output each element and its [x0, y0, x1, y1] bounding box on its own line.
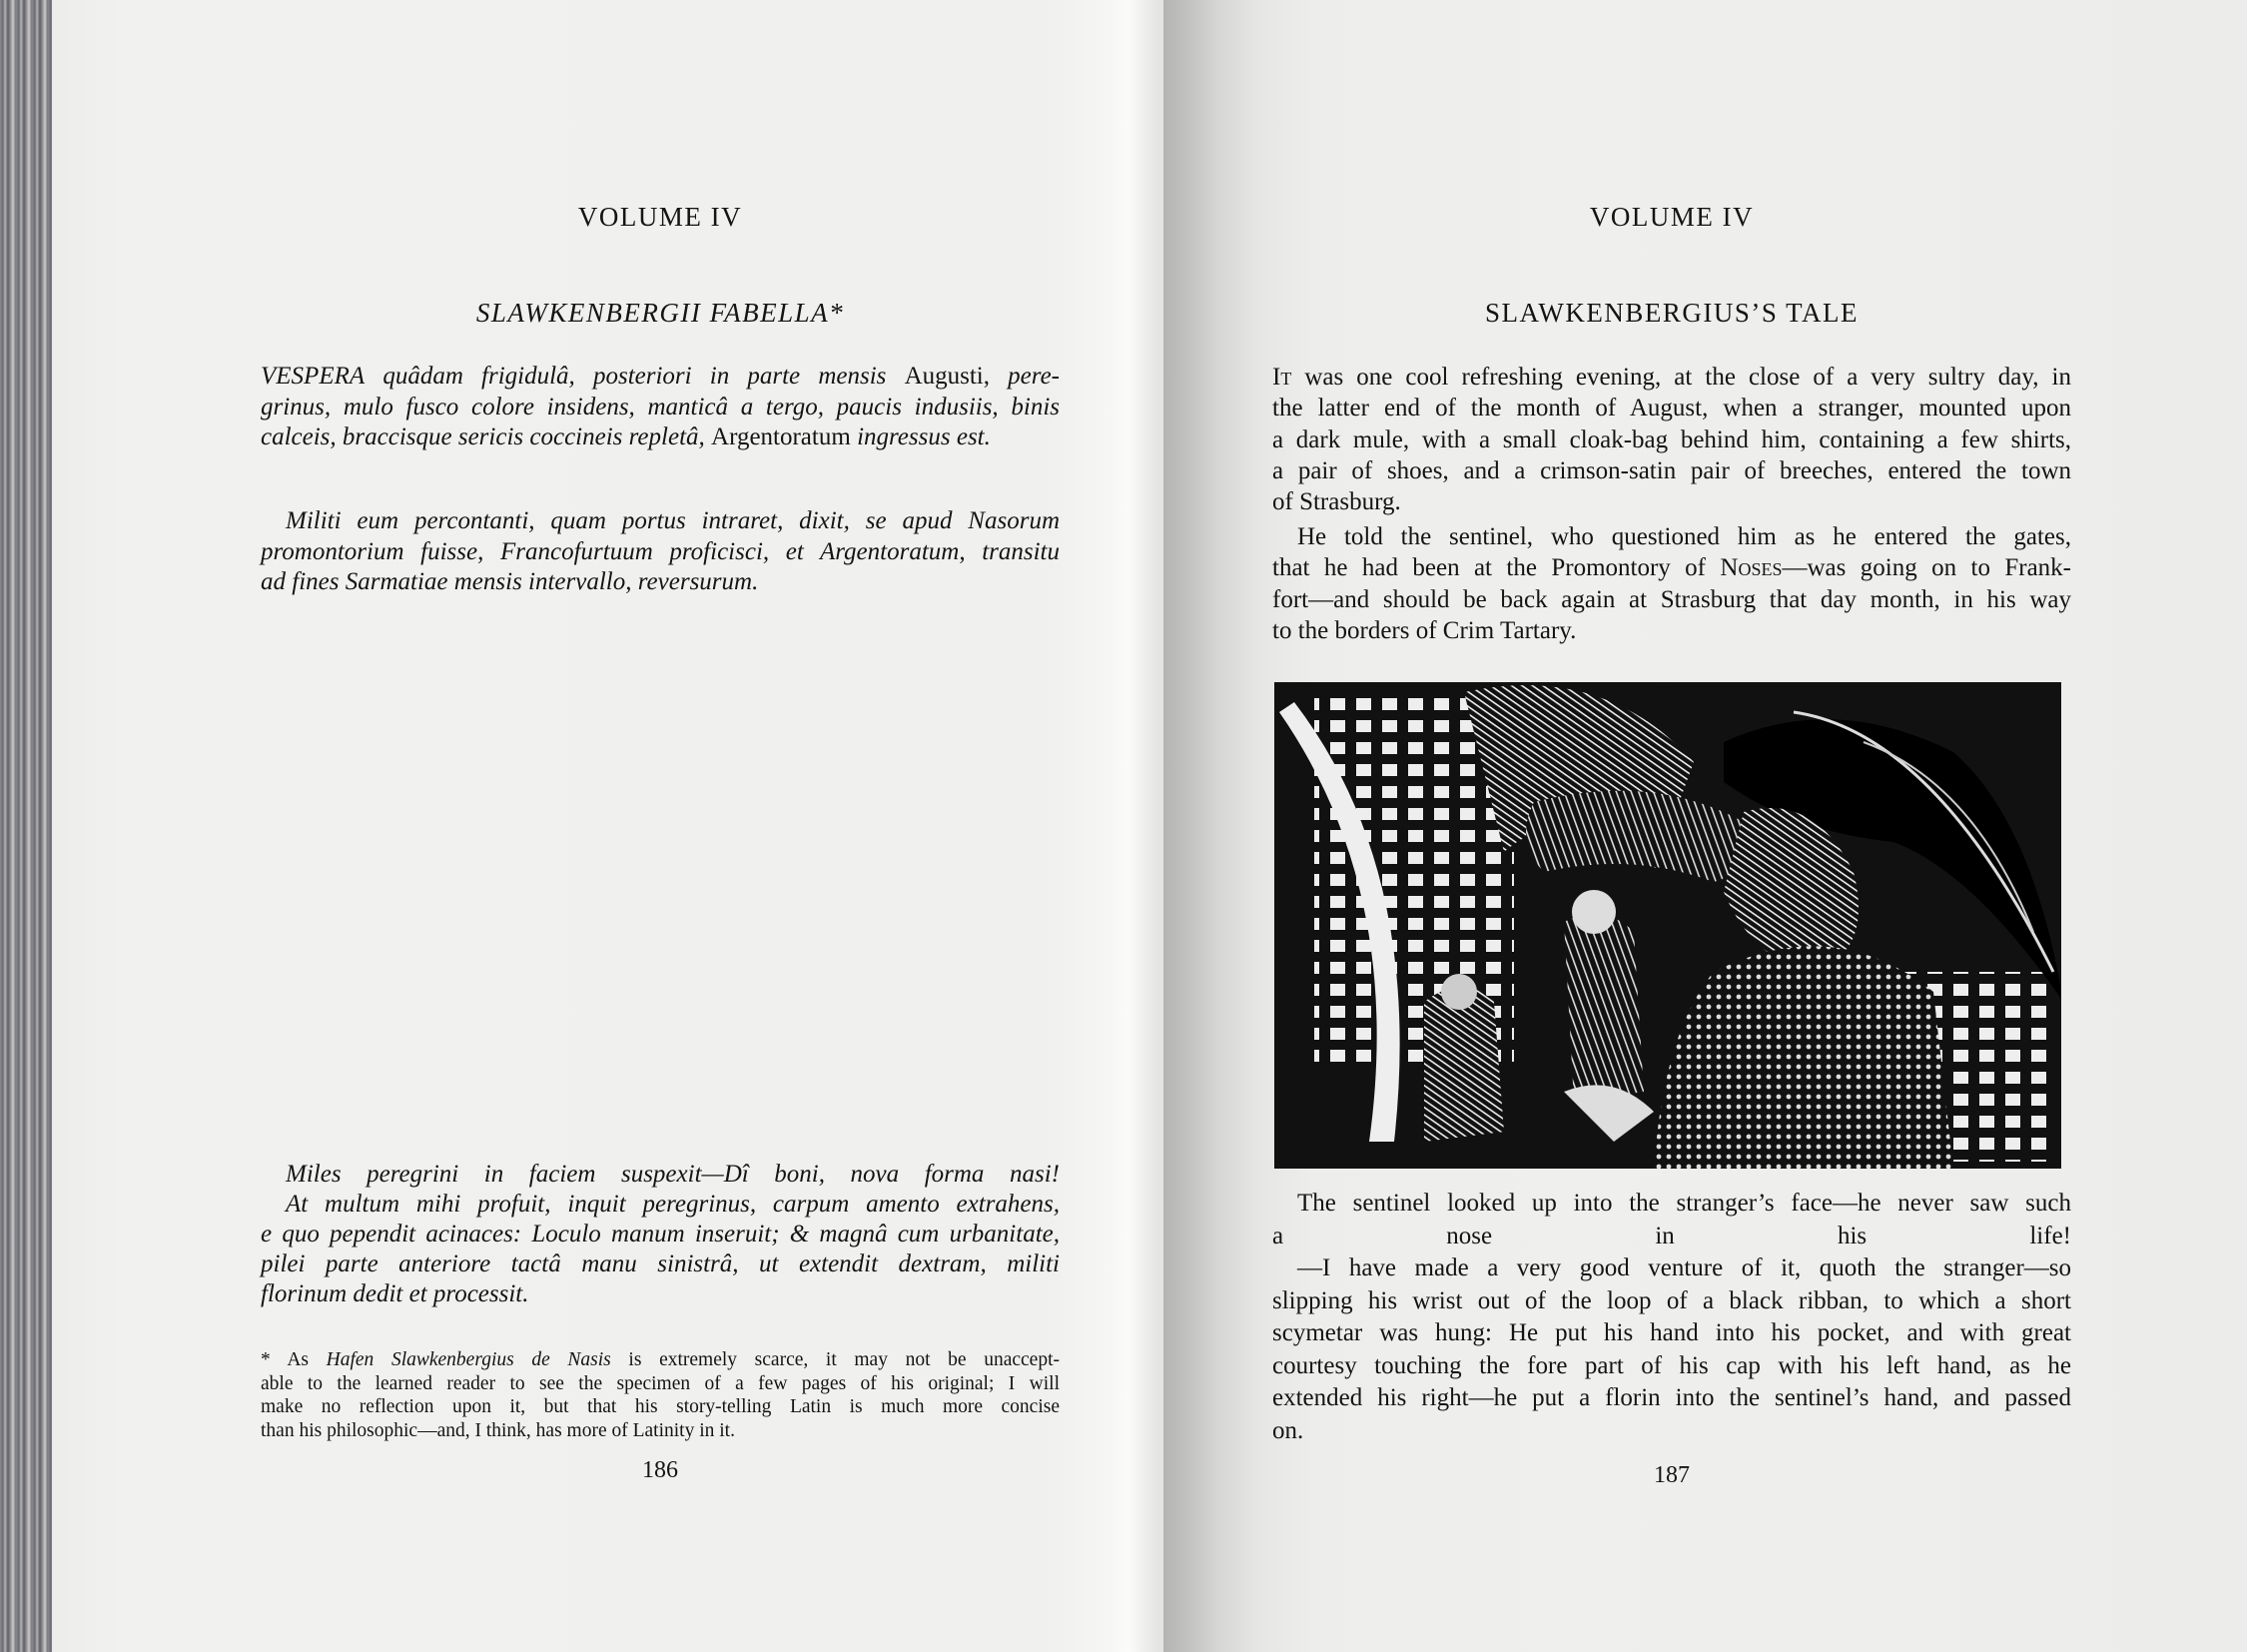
text-line	[261, 1190, 1060, 1220]
text-segment: a nose in his life!	[1272, 1222, 2071, 1249]
text-segment: It	[1272, 364, 1292, 391]
text-line	[1272, 1415, 2071, 1448]
text-line	[1272, 521, 2071, 552]
text-segment: Hafen Slawkenbergius de Nasis	[326, 1349, 611, 1370]
book-binding-edge	[0, 0, 52, 1652]
text-segment: than his philosophic—and, I think, has more of Latinity in it.	[261, 1419, 735, 1441]
text-segment: The sentinel looked up into the stranger’s face—he never saw such	[1272, 1190, 2071, 1217]
text-line	[1272, 1221, 2071, 1253]
latin-paragraph-1	[261, 362, 1060, 453]
latin-title: SLAWKENBERGII FABELLA*	[475, 298, 845, 328]
text-segment: florinum dedit et processit.	[261, 1280, 529, 1307]
text-line	[1272, 1252, 2071, 1285]
text-segment: Noses	[1720, 554, 1783, 582]
text-line	[261, 362, 1060, 393]
text-segment: Militi eum percontanti, quam portus intraret, dixit, se apud Nasorum	[261, 507, 1060, 534]
page-number-left: 186	[642, 1457, 678, 1483]
running-head-left: VOLUME IV	[577, 202, 743, 232]
text-segment: —was going on to Frank-	[1782, 554, 2071, 582]
text-line	[1272, 486, 2071, 517]
text-segment: slipping his wrist out of the loop of a black ribban, to which a short	[1272, 1286, 2071, 1314]
text-segment: Argentoratum	[711, 423, 858, 450]
text-line	[1272, 1350, 2071, 1383]
text-segment: that he had been at the Promontory of	[1272, 554, 1721, 582]
text-segment: At multum mihi profuit, inquit peregrinus, carpum amento extrahens,	[261, 1191, 1060, 1218]
text-segment: * As	[261, 1349, 327, 1370]
running-head-right: VOLUME IV	[1589, 202, 1755, 232]
text-line	[261, 393, 1060, 423]
text-line	[261, 506, 1060, 537]
text-segment: scymetar was hung: He put his hand into his pocket, and with great	[1272, 1319, 2071, 1346]
text-line	[261, 537, 1060, 568]
text-segment: promontorium fuisse, Francofurtuum proficisci, et Argentoratum, transitu	[261, 537, 1060, 565]
text-line	[1272, 1382, 2071, 1415]
illustration-sentinel	[1564, 914, 1644, 1102]
text-segment: the latter end of the month of August, when a stranger, mounted upon	[1272, 395, 2071, 422]
text-segment: Miles peregrini in faciem suspexit—Dî boni, nova forma nasi!	[261, 1161, 1060, 1188]
text-line	[1272, 424, 2071, 455]
text-line	[261, 1419, 1060, 1443]
text-line	[1272, 1188, 2071, 1221]
text-line	[1272, 552, 2071, 583]
tale-paragraph-1	[1272, 362, 2071, 517]
latin-paragraph-2	[261, 506, 1060, 598]
text-line	[1272, 584, 2071, 615]
text-segment: a dark mule, with a small cloak-bag behind him, containing a few shirts,	[1272, 425, 2071, 453]
text-line	[261, 1220, 1060, 1249]
text-line	[261, 1279, 1060, 1309]
footnote	[261, 1348, 1060, 1442]
english-title: SLAWKENBERGIUS’S TALE	[1485, 298, 1859, 328]
text-segment: was one cool refreshing evening, at the close of a very sultry day, in	[1291, 364, 2071, 391]
text-segment: He told the sentinel, who questioned him as he entered the gates,	[1272, 523, 2071, 550]
illustration-figure	[1424, 987, 1504, 1142]
text-segment: fort—and should be back again at Strasburg that day month, in his way	[1272, 585, 2071, 613]
text-segment: grinus, mulo fusco colore insidens, manticâ a tergo, paucis indusiis, binis	[261, 393, 1060, 420]
text-line	[1272, 362, 2071, 393]
text-segment: Augusti,	[904, 363, 1009, 390]
text-line	[1272, 455, 2071, 486]
text-line	[261, 1249, 1060, 1279]
text-segment: VESPERA	[261, 363, 366, 390]
text-line	[261, 1160, 1060, 1190]
text-segment: ingressus est.	[857, 423, 991, 450]
text-segment: calceis, braccisque sericis coccineis repletâ,	[261, 423, 712, 450]
text-line	[261, 1395, 1060, 1419]
text-line	[1272, 393, 2071, 423]
text-segment: of Strasburg.	[1272, 488, 1401, 516]
text-segment: a pair of shoes, and a crimson-satin pair of breeches, entered the town	[1272, 456, 2071, 484]
text-segment: pere-	[1008, 363, 1060, 390]
text-segment: make no reflection upon it, but that his story-telling Latin is much more concise	[261, 1396, 1060, 1417]
text-segment: pilei parte anteriore tactâ manu sinistrâ, ut extendit dextram, militi	[261, 1250, 1060, 1277]
text-line	[1272, 1317, 2071, 1350]
text-segment: ad fines Sarmatiae mensis intervallo, reversurum.	[261, 568, 759, 595]
text-segment: e quo pependit acinaces: Loculo manum inseruit; & magnâ cum urbanitate,	[261, 1221, 1060, 1247]
woodcut-illustration-icon	[1274, 672, 2061, 1169]
text-segment: able to the learned reader to see the specimen of a few pages of his original; I will	[261, 1372, 1060, 1394]
page-number-right: 187	[1654, 1462, 1690, 1488]
text-line	[261, 422, 1060, 453]
text-segment: on.	[1272, 1416, 1304, 1444]
text-line	[261, 1372, 1060, 1396]
text-segment: extended his right—he put a florin into the sentinel’s hand, and passed	[1272, 1384, 2071, 1411]
text-segment: is extremely scarce, it may not be unaccept-	[610, 1349, 1060, 1370]
tale-paragraph-3	[1272, 1188, 2071, 1447]
text-line	[1272, 615, 2071, 646]
text-segment: courtesy touching the fore part of his cap with his left hand, as he	[1272, 1351, 2071, 1379]
text-line	[261, 1348, 1060, 1372]
text-line	[261, 567, 1060, 598]
latin-paragraph-3	[261, 1160, 1060, 1309]
text-segment: to the borders of Crim Tartary.	[1272, 616, 1577, 644]
text-segment: quâdam frigidulâ, posteriori in parte mensis	[365, 363, 905, 390]
tale-paragraph-2	[1272, 521, 2071, 646]
text-line	[1272, 1285, 2071, 1318]
text-segment: —I have made a very good venture of it, quoth the stranger—so	[1272, 1254, 2071, 1281]
